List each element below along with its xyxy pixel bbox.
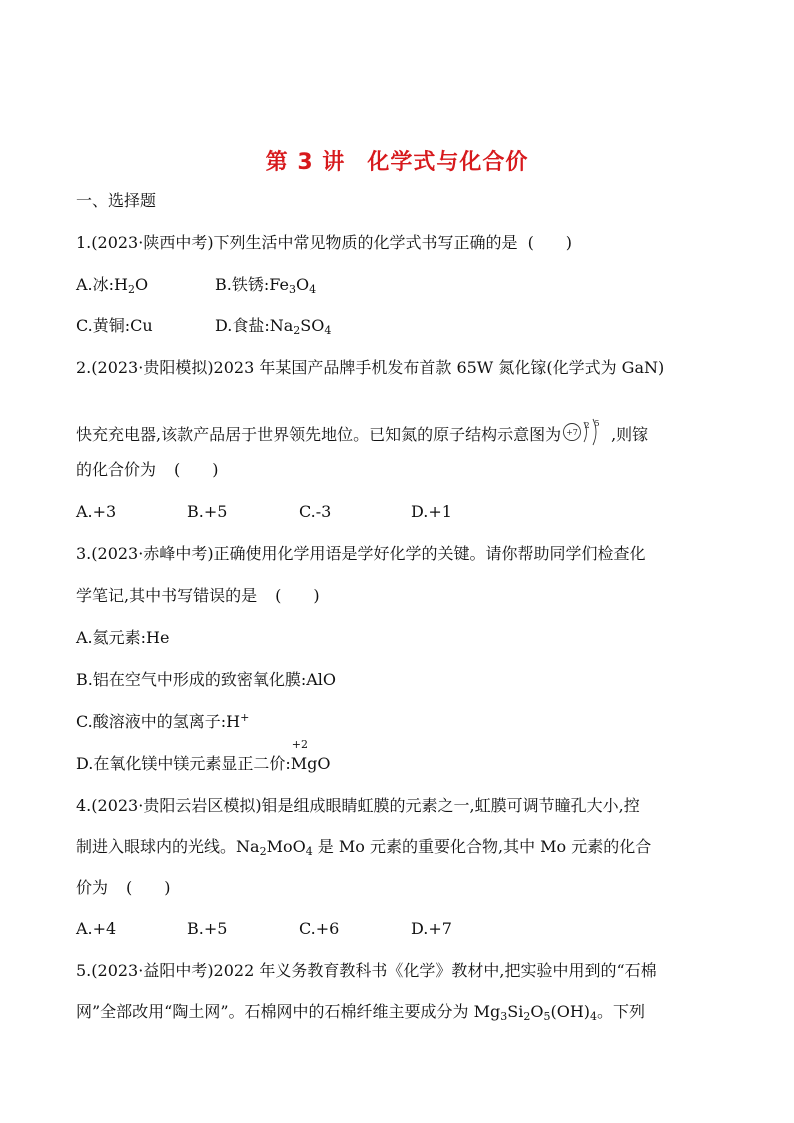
subscript: 2 [293, 324, 301, 337]
formula-part: Cu [130, 316, 153, 335]
question-4-text: 是 Mo 元素的重要化合物,其中 Mo 元素的化合 [312, 837, 652, 856]
formula-part: Na [236, 837, 260, 856]
question-1-stem [76, 232, 572, 254]
question-4-text: 价为 [76, 878, 109, 897]
question-2-line-2 [76, 416, 648, 446]
question-4-option-b: B.+5 [187, 919, 228, 938]
subscript: 4 [590, 1010, 598, 1023]
question-1-option-a [76, 274, 148, 296]
option-label: B.铁锈: [215, 275, 270, 294]
subscript: 2 [523, 1010, 531, 1023]
formula-part: Na [269, 316, 294, 335]
subscript: 5 [543, 1010, 551, 1023]
valence-formula [290, 738, 318, 775]
question-2-option-c: C.-3 [299, 502, 332, 521]
formula-part: Mg [473, 1002, 501, 1021]
valence-mark: +2 [291, 738, 308, 751]
formula-part: (OH) [550, 1002, 591, 1021]
question-1-option-c [76, 315, 153, 337]
subscript: 3 [500, 1010, 508, 1023]
shell-2-electrons: 5 [594, 419, 600, 428]
question-2-text: ,则镓 [611, 425, 649, 444]
subscript: 2 [128, 283, 135, 296]
question-2-line-1: 2.(2023·贵阳模拟)2023 年某国产品牌手机发布首款 65W 氮化镓(化学式为 GaN) [76, 358, 665, 377]
formula-part: H [114, 275, 128, 294]
option-label: C.黄铜: [76, 316, 131, 335]
nucleus-charge: +7 [566, 428, 578, 437]
subscript: 4 [309, 283, 317, 296]
question-2-option-d: D.+1 [411, 502, 452, 521]
question-1-option-b [215, 274, 316, 296]
superscript: + [240, 711, 250, 724]
question-3-option-a: A.氦元素:He [76, 628, 170, 647]
formula-part: SO [300, 316, 325, 335]
formula-part: O [317, 754, 331, 773]
subscript: 4 [305, 845, 313, 858]
section-heading: 一、选择题 [76, 191, 157, 210]
question-2-line-3 [76, 459, 219, 481]
question-3-line-2 [76, 585, 320, 607]
lesson-number: 第 3 讲 [265, 150, 346, 175]
formula-part: O [530, 1002, 544, 1021]
answer-blank: ( ) [174, 460, 219, 479]
option-text: D.在氧化镁中镁元素显正二价: [76, 754, 291, 773]
subscript: 3 [288, 283, 296, 296]
question-3-option-d [76, 738, 331, 775]
question-3-option-c [76, 711, 249, 733]
subscript: 4 [324, 324, 332, 337]
page-title [0, 145, 794, 176]
formula-part: Si [507, 1002, 524, 1021]
question-2-text: 快充充电器,该款产品居于世界领先地位。已知氮的原子结构示意图为 [76, 425, 562, 444]
question-2-option-a: A.+3 [76, 502, 117, 521]
option-label: D.食盐: [215, 316, 270, 335]
nitrogen-atom-diagram-icon [562, 416, 610, 446]
question-4-line-2 [76, 836, 651, 858]
formula-part: Fe [269, 275, 289, 294]
question-5-line-1: 5.(2023·益阳中考)2022 年义务教育教科书《化学》教材中,把实验中用到的“石棉 [76, 961, 657, 980]
question-3-line-1: 3.(2023·赤峰中考)正确使用化学用语是学好化学的关键。请你帮助同学们检查化 [76, 544, 646, 563]
question-5-text: 网”全部改用“陶土网”。石棉网中的石棉纤维主要成分为 [76, 1002, 474, 1021]
question-5-text: 。下列 [597, 1002, 646, 1021]
question-4-line-3 [76, 877, 171, 899]
question-2-text: 的化合价为 [76, 460, 157, 479]
lesson-topic: 化学式与化合价 [367, 150, 529, 175]
answer-blank: ( ) [275, 586, 320, 605]
formula-part: O [135, 275, 149, 294]
shell-1-electrons: 2 [584, 421, 590, 430]
question-4-option-c: C.+6 [299, 919, 340, 938]
answer-blank: ( ) [527, 233, 573, 252]
question-1-option-d [215, 315, 331, 337]
question-2-option-b: B.+5 [187, 502, 228, 521]
question-5-line-2 [76, 1001, 645, 1023]
answer-blank: ( ) [126, 878, 171, 897]
subscript: 2 [259, 845, 267, 858]
formula-part: Mg [290, 754, 318, 773]
formula-part: MoO [266, 837, 306, 856]
option-label: A.冰: [76, 275, 115, 294]
question-1-text: 1.(2023·陕西中考)下列生活中常见物质的化学式书写正确的是 [76, 233, 518, 252]
question-4-text: 制进入眼球内的光线。 [76, 837, 237, 856]
question-4-option-d: D.+7 [411, 919, 452, 938]
option-text: C.酸溶液中的氢离子:H [76, 712, 241, 731]
question-4-line-1: 4.(2023·贵阳云岩区模拟)钼是组成眼睛虹膜的元素之一,虹膜可调节瞳孔大小,控 [76, 796, 640, 815]
question-3-text: 学笔记,其中书写错误的是 [76, 586, 258, 605]
question-3-option-b: B.铝在空气中形成的致密氧化膜:AlO [76, 670, 337, 689]
formula-part: O [295, 275, 310, 294]
question-4-option-a: A.+4 [76, 919, 117, 938]
